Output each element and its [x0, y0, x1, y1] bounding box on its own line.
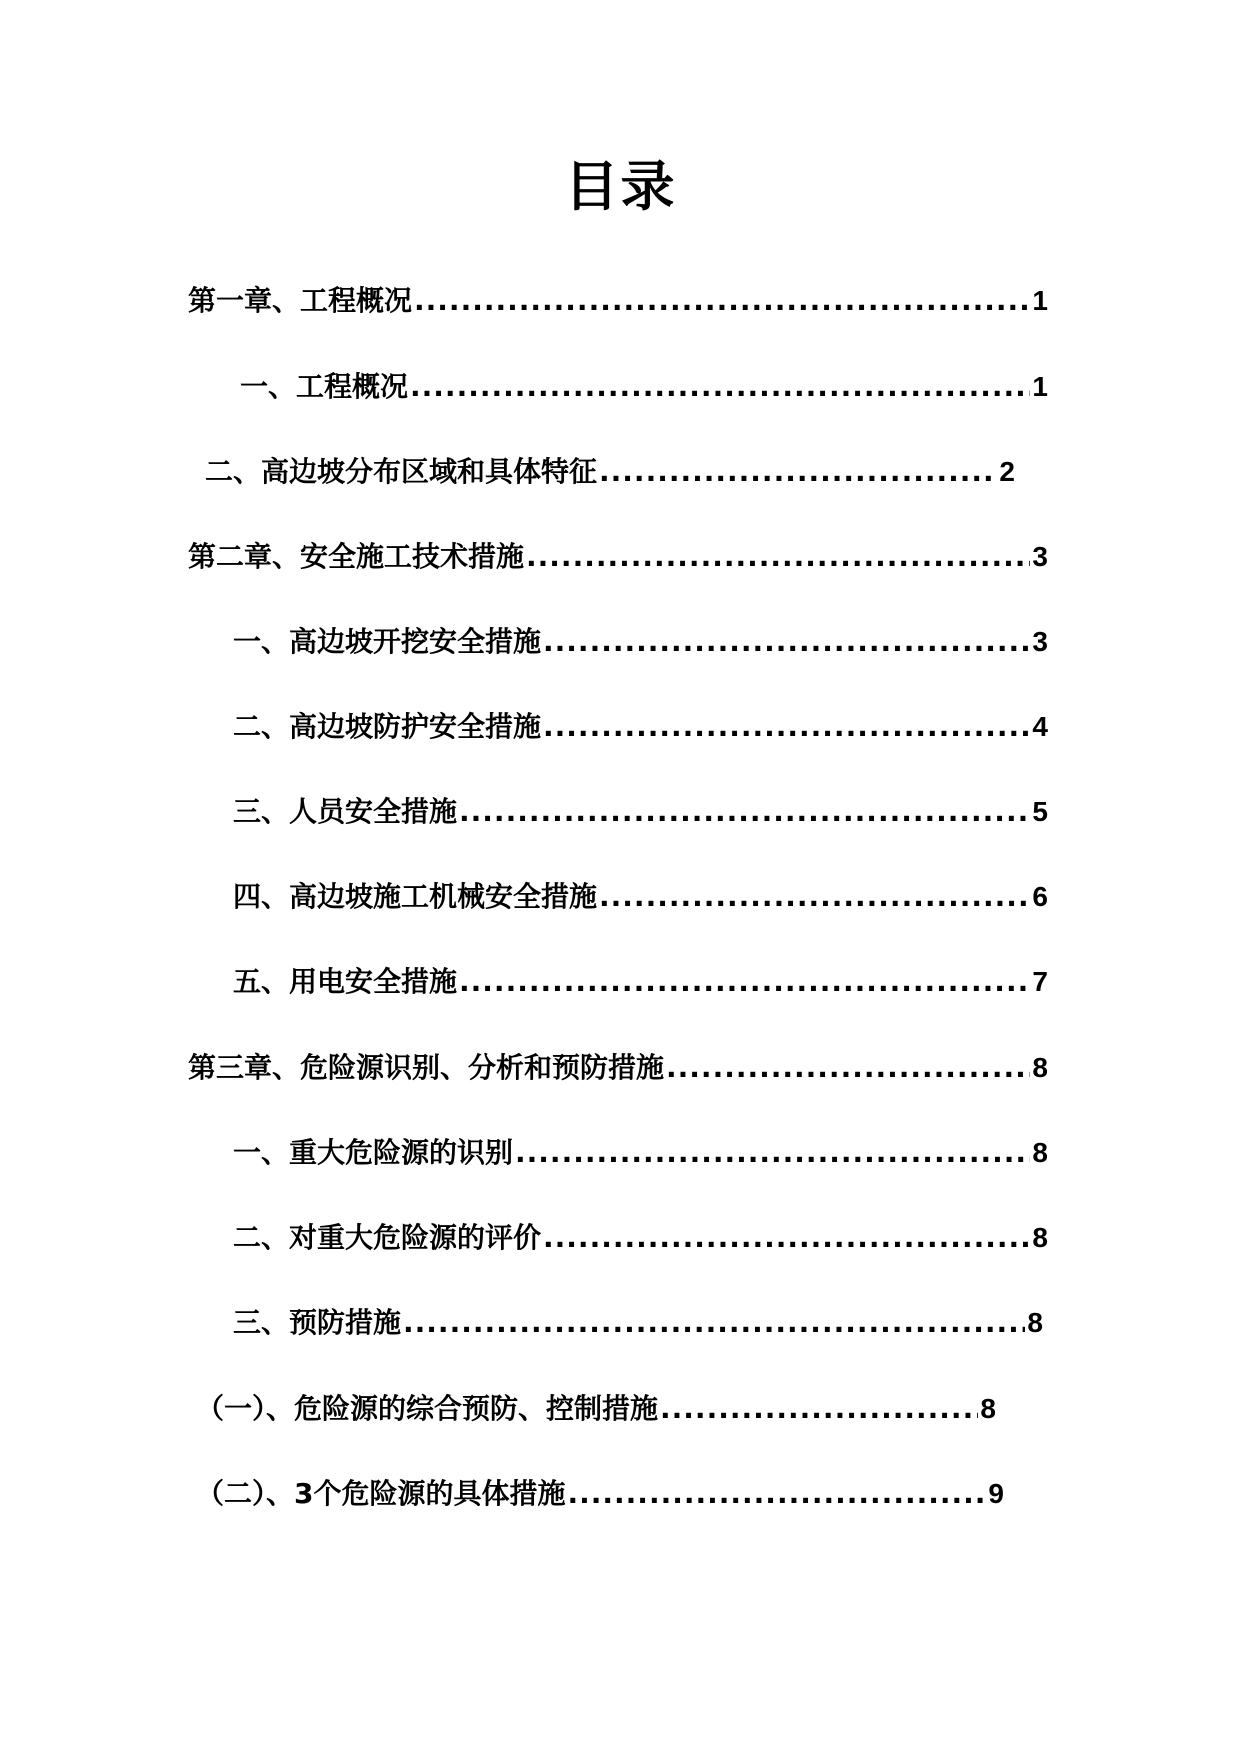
toc-entry[interactable] [233, 1303, 1043, 1343]
toc-entry-page: 2 [999, 456, 1015, 487]
toc-entry-label: 二、对重大危险源的评价 [233, 1221, 542, 1254]
toc-entry-label: 一、高边坡开挖安全措施 [233, 625, 542, 658]
toc-dot-leader [599, 877, 1030, 917]
toc-dot-leader [403, 1303, 1025, 1343]
toc-dot-leader [526, 537, 1030, 577]
toc-entry-label: 三、预防措施 [233, 1306, 402, 1339]
toc-entry-label: 三、人员安全措施 [233, 795, 458, 828]
toc-dot-leader [567, 1474, 986, 1514]
toc-entry[interactable] [188, 281, 1048, 321]
toc-entry-page: 8 [1027, 1307, 1043, 1338]
toc-entry-page: 3 [1032, 626, 1048, 657]
toc-entry-label: 五、用电安全措施 [233, 965, 458, 998]
toc-entry-page: 3 [1032, 541, 1048, 572]
toc-entry-page: 6 [1032, 881, 1048, 912]
toc-dot-leader [543, 1218, 1030, 1258]
toc-entry[interactable] [233, 1218, 1048, 1258]
toc-entry-label: 一、工程概况 [240, 370, 409, 403]
toc-dot-leader [459, 792, 1030, 832]
toc-dot-leader [414, 281, 1030, 321]
toc-entry-page: 8 [1032, 1137, 1048, 1168]
toc-entry[interactable] [196, 1474, 1004, 1514]
toc-dot-leader [599, 452, 997, 492]
toc-entry-label: 第一章、工程概况 [188, 284, 413, 317]
toc-entry-page: 1 [1032, 371, 1048, 402]
toc-dot-leader [459, 962, 1030, 1002]
toc-entry[interactable] [233, 707, 1048, 747]
toc-entry[interactable] [205, 452, 1015, 492]
toc-entry-page: 1 [1032, 285, 1048, 316]
toc-entry-label: 四、高边坡施工机械安全措施 [233, 880, 598, 913]
toc-entry-label: （一）、危险源的综合预防、控制措施 [196, 1392, 659, 1425]
toc-entry-page: 8 [1032, 1222, 1048, 1253]
toc-entry-page: 5 [1032, 796, 1048, 827]
toc-dot-leader [543, 707, 1030, 747]
toc-dot-leader [660, 1389, 978, 1429]
toc-entry-label: 一、重大危险源的识别 [233, 1136, 514, 1169]
toc-entry-label: 第三章、危险源识别、分析和预防措施 [188, 1051, 665, 1084]
toc-entry[interactable] [188, 537, 1048, 577]
toc-dot-leader [543, 622, 1030, 662]
toc-entry[interactable] [188, 1048, 1048, 1088]
toc-dot-leader [666, 1048, 1030, 1088]
toc-entry[interactable] [240, 367, 1048, 407]
toc-entry[interactable] [196, 1389, 996, 1429]
toc-entry[interactable] [233, 877, 1048, 917]
toc-entry[interactable] [233, 962, 1048, 1002]
page-title: 目录 [564, 155, 677, 218]
toc-entry-label: 第二章、安全施工技术措施 [188, 540, 525, 573]
toc-dot-leader [410, 367, 1030, 407]
toc-entry-page: 4 [1032, 711, 1048, 742]
toc-entry-label: 二、高边坡分布区域和具体特征 [205, 455, 598, 488]
toc-entry[interactable] [233, 622, 1048, 662]
toc-entry-page: 8 [1032, 1052, 1048, 1083]
toc-entry[interactable] [233, 1133, 1048, 1173]
toc-entry-page: 9 [988, 1478, 1004, 1509]
toc-entry-page: 8 [980, 1393, 996, 1424]
toc-entry-page: 7 [1032, 966, 1048, 997]
toc-entry-label: （二）、3个危险源的具体措施 [196, 1477, 566, 1510]
toc-entry[interactable] [233, 792, 1048, 832]
toc-entry-label: 二、高边坡防护安全措施 [233, 710, 542, 743]
toc-dot-leader [515, 1133, 1030, 1173]
